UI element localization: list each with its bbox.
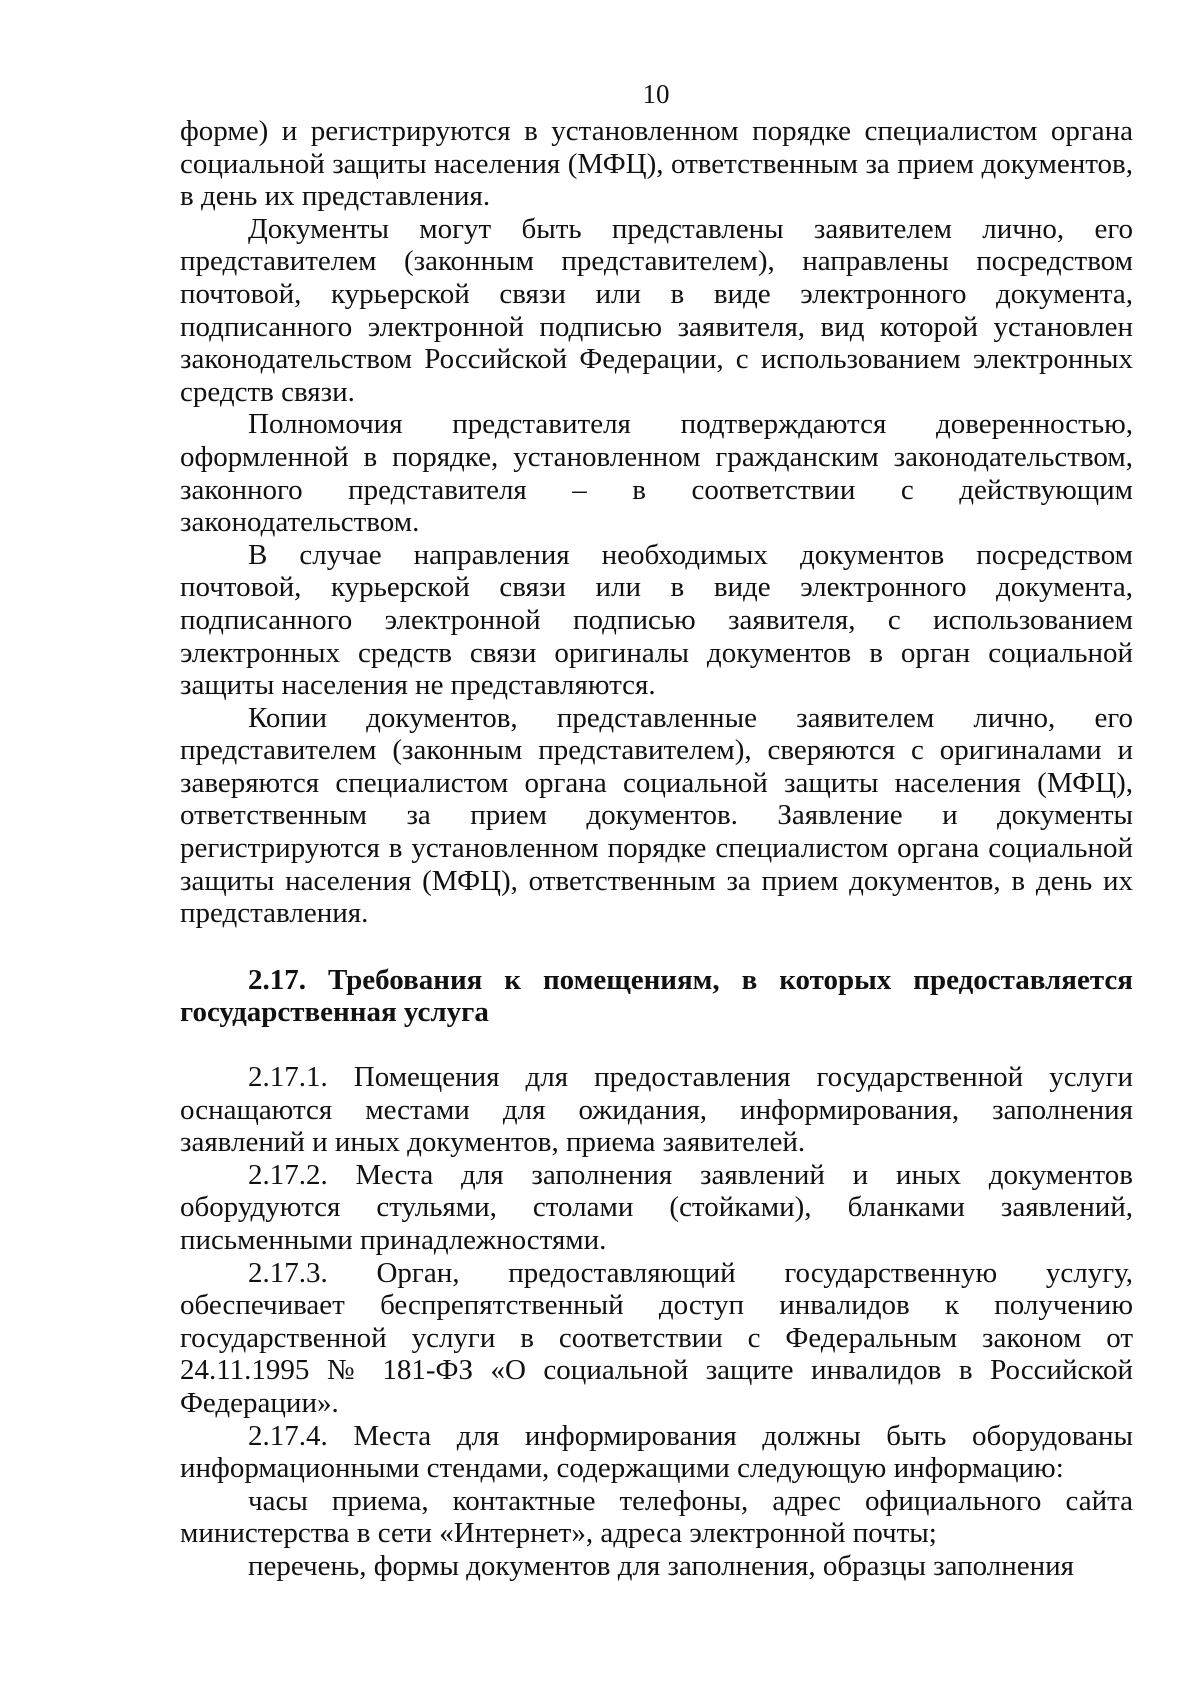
section-heading: 2.17. Требования к помещениям, в которых предоставляется государственная услуга — [180, 963, 1133, 1029]
list-item-document-forms: перечень, формы документов для заполнения, образцы заполнения — [248, 1549, 1075, 1582]
paragraph-representative-authority: Полномочия представителя подтверждаются доверенностью, оформленной в порядке, установленном гражданским законодательством, законного представителя – в соответствии с действующим законодательством. — [180, 408, 1133, 539]
paragraph-documents-submission: Документы могут быть представлены заявителем лично, его представителем (законным представителем), направлены посредством почтовой, курьерской связи или в виде электронного документа, подписанного электронной подписью заявителя, вид которой установлен законодательством Российской Федерации, с использованием электронных средств связи. — [180, 212, 1133, 408]
paragraph-postal-submission: В случае направления необходимых документов посредством почтовой, курьерской связи или в виде электронного документа, подписанного электронной подписью заявителя, с использованием электронных средств связи оригиналы документов в орган социальной защиты населения не представляются. — [180, 538, 1133, 702]
clause-2-17-2: 2.17.2. Места для заполнения заявлений и иных документов оборудуются стульями, столами (стойками), бланками заявлений, письменными принадлежностями. — [180, 1158, 1133, 1256]
clause-2-17-3: 2.17.3. Орган, предоставляющий государственную услугу, обеспечивает беспрепятственный доступ инвалидов к получению государственной услуги в соответствии с Федеральным законом от 24.11.1995 № 181-ФЗ «О социальной защите инвалидов в Российской Федерации». — [180, 1256, 1133, 1419]
paragraph-copies-verification: Копии документов, представленные заявителем лично, его представителем (законным представителем), сверяются с оригиналами и заверяются специалистом органа социальной защиты населения (МФЦ), ответственным за прием документов. Заявление и документы регистрируются в установленном порядке специалистом органа социальной защиты населения (МФЦ), ответственным за прием документов, в день их представления. — [180, 701, 1133, 930]
paragraph-continuation: форме) и регистрируются в установленном порядке специалистом органа социальной защиты населения (МФЦ), ответственным за прием документов, в день их представления. — [180, 115, 1133, 213]
clause-2-17-1: 2.17.1. Помещения для предоставления государственной услуги оснащаются местами для ожидания, информирования, заполнения заявлений и иных документов, приема заявителей. — [180, 1061, 1133, 1159]
clause-2-17-4: 2.17.4. Места для информирования должны быть оборудованы информационными стендами, содержащими следующую информацию: — [180, 1419, 1133, 1485]
page-number: 10 — [642, 79, 670, 109]
list-item-reception-hours: часы приема, контактные телефоны, адрес официального сайта министерства в сети «Интернет», адреса электронной почты; — [180, 1484, 1133, 1550]
document-body — [180, 115, 1133, 1583]
